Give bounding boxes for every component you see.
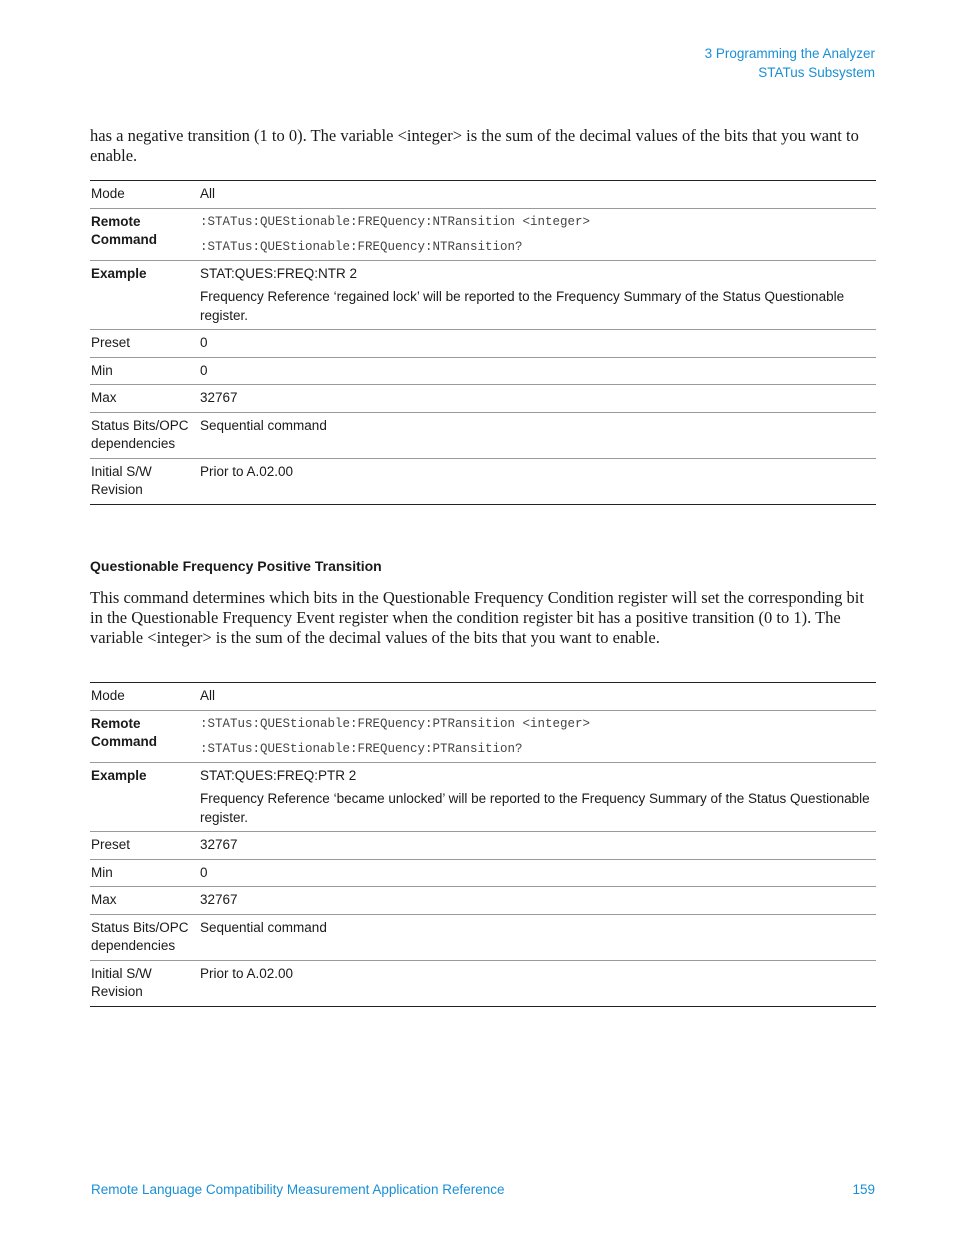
preset-value: 0	[199, 330, 876, 358]
example-label: Example	[90, 762, 199, 832]
example-command: STAT:QUES:FREQ:PTR 2	[200, 767, 357, 783]
min-value: 0	[199, 357, 876, 385]
example-command: STAT:QUES:FREQ:NTR 2	[200, 265, 358, 281]
table-row	[90, 859, 876, 887]
table-row	[90, 710, 876, 762]
min-label: Min	[90, 859, 199, 887]
table-row	[90, 208, 876, 260]
running-header	[705, 44, 875, 82]
mode-label: Mode	[90, 181, 199, 209]
initial-revision-label: Initial S/W Revision	[91, 463, 152, 497]
example-description: Frequency Reference ‘regained lock’ will be reported to the Frequency Summary of the Status Questionable register.	[200, 289, 845, 323]
initial-revision-value: Prior to A.02.00	[200, 965, 294, 981]
status-value: Sequential command	[199, 412, 876, 458]
status-value: Sequential command	[199, 914, 876, 960]
preset-label: Preset	[90, 330, 199, 358]
remote-command-query: :STATus:QUEStionable:FREQuency:PTRansition?	[200, 741, 523, 756]
ntransition-spec-table	[90, 180, 876, 505]
min-label: Min	[90, 357, 199, 385]
ptransition-spec-table	[90, 682, 876, 1007]
preset-label: Preset	[90, 832, 199, 860]
status-label: Status Bits/OPC dependencies	[90, 914, 199, 960]
mode-value: All	[199, 181, 876, 209]
remote-command-query: :STATus:QUEStionable:FREQuency:NTRansition?	[200, 239, 523, 254]
mode-label: Mode	[90, 683, 199, 711]
table-row	[90, 914, 876, 960]
section-paragraph: This command determines which bits in the Questionable Frequency Condition register will set the corresponding bit in the Questionable Frequency Event register when the condition register bit has a positive transition (0 to 1). The variable <integer> is the sum of the decimal values of the bits that you want to enable.	[90, 588, 864, 647]
footer-title: Remote Language Compatibility Measurement Application Reference	[91, 1182, 505, 1197]
max-label: Max	[90, 887, 199, 915]
table-row	[90, 385, 876, 413]
page-number: 159	[852, 1182, 875, 1197]
table-row	[90, 458, 876, 504]
table-row	[90, 412, 876, 458]
min-value: 0	[199, 859, 876, 887]
remote-command-label: Remote Command	[90, 710, 199, 762]
table-row	[90, 357, 876, 385]
chapter-title: 3 Programming the Analyzer	[704, 46, 875, 61]
example-label: Example	[90, 260, 199, 330]
initial-revision-label: Initial S/W Revision	[91, 965, 152, 999]
max-value: 32767	[199, 887, 876, 915]
table-row	[90, 683, 876, 711]
table-row	[90, 260, 876, 330]
table-row	[90, 887, 876, 915]
initial-revision-value: Prior to A.02.00	[200, 463, 294, 479]
mode-value: All	[199, 683, 876, 711]
table-row	[90, 832, 876, 860]
remote-command-set: :STATus:QUEStionable:FREQuency:PTRansition <integer>	[200, 716, 591, 731]
section-title: STATus Subsystem	[758, 65, 875, 80]
remote-command-set: :STATus:QUEStionable:FREQuency:NTRansition <integer>	[200, 214, 591, 229]
status-label: Status Bits/OPC dependencies	[90, 412, 199, 458]
example-description: Frequency Reference ‘became unlocked’ will be reported to the Frequency Summary of the Status Questionable register.	[200, 791, 870, 825]
table-row	[90, 330, 876, 358]
table-row	[90, 960, 876, 1006]
table-row	[90, 181, 876, 209]
max-label: Max	[90, 385, 199, 413]
section-heading: Questionable Frequency Positive Transition	[90, 558, 382, 574]
preset-value: 32767	[199, 832, 876, 860]
table-row	[90, 762, 876, 832]
intro-paragraph: has a negative transition (1 to 0). The variable <integer> is the sum of the decimal values of the bits that you want to enable.	[90, 126, 859, 165]
max-value: 32767	[199, 385, 876, 413]
remote-command-label: Remote Command	[90, 208, 199, 260]
